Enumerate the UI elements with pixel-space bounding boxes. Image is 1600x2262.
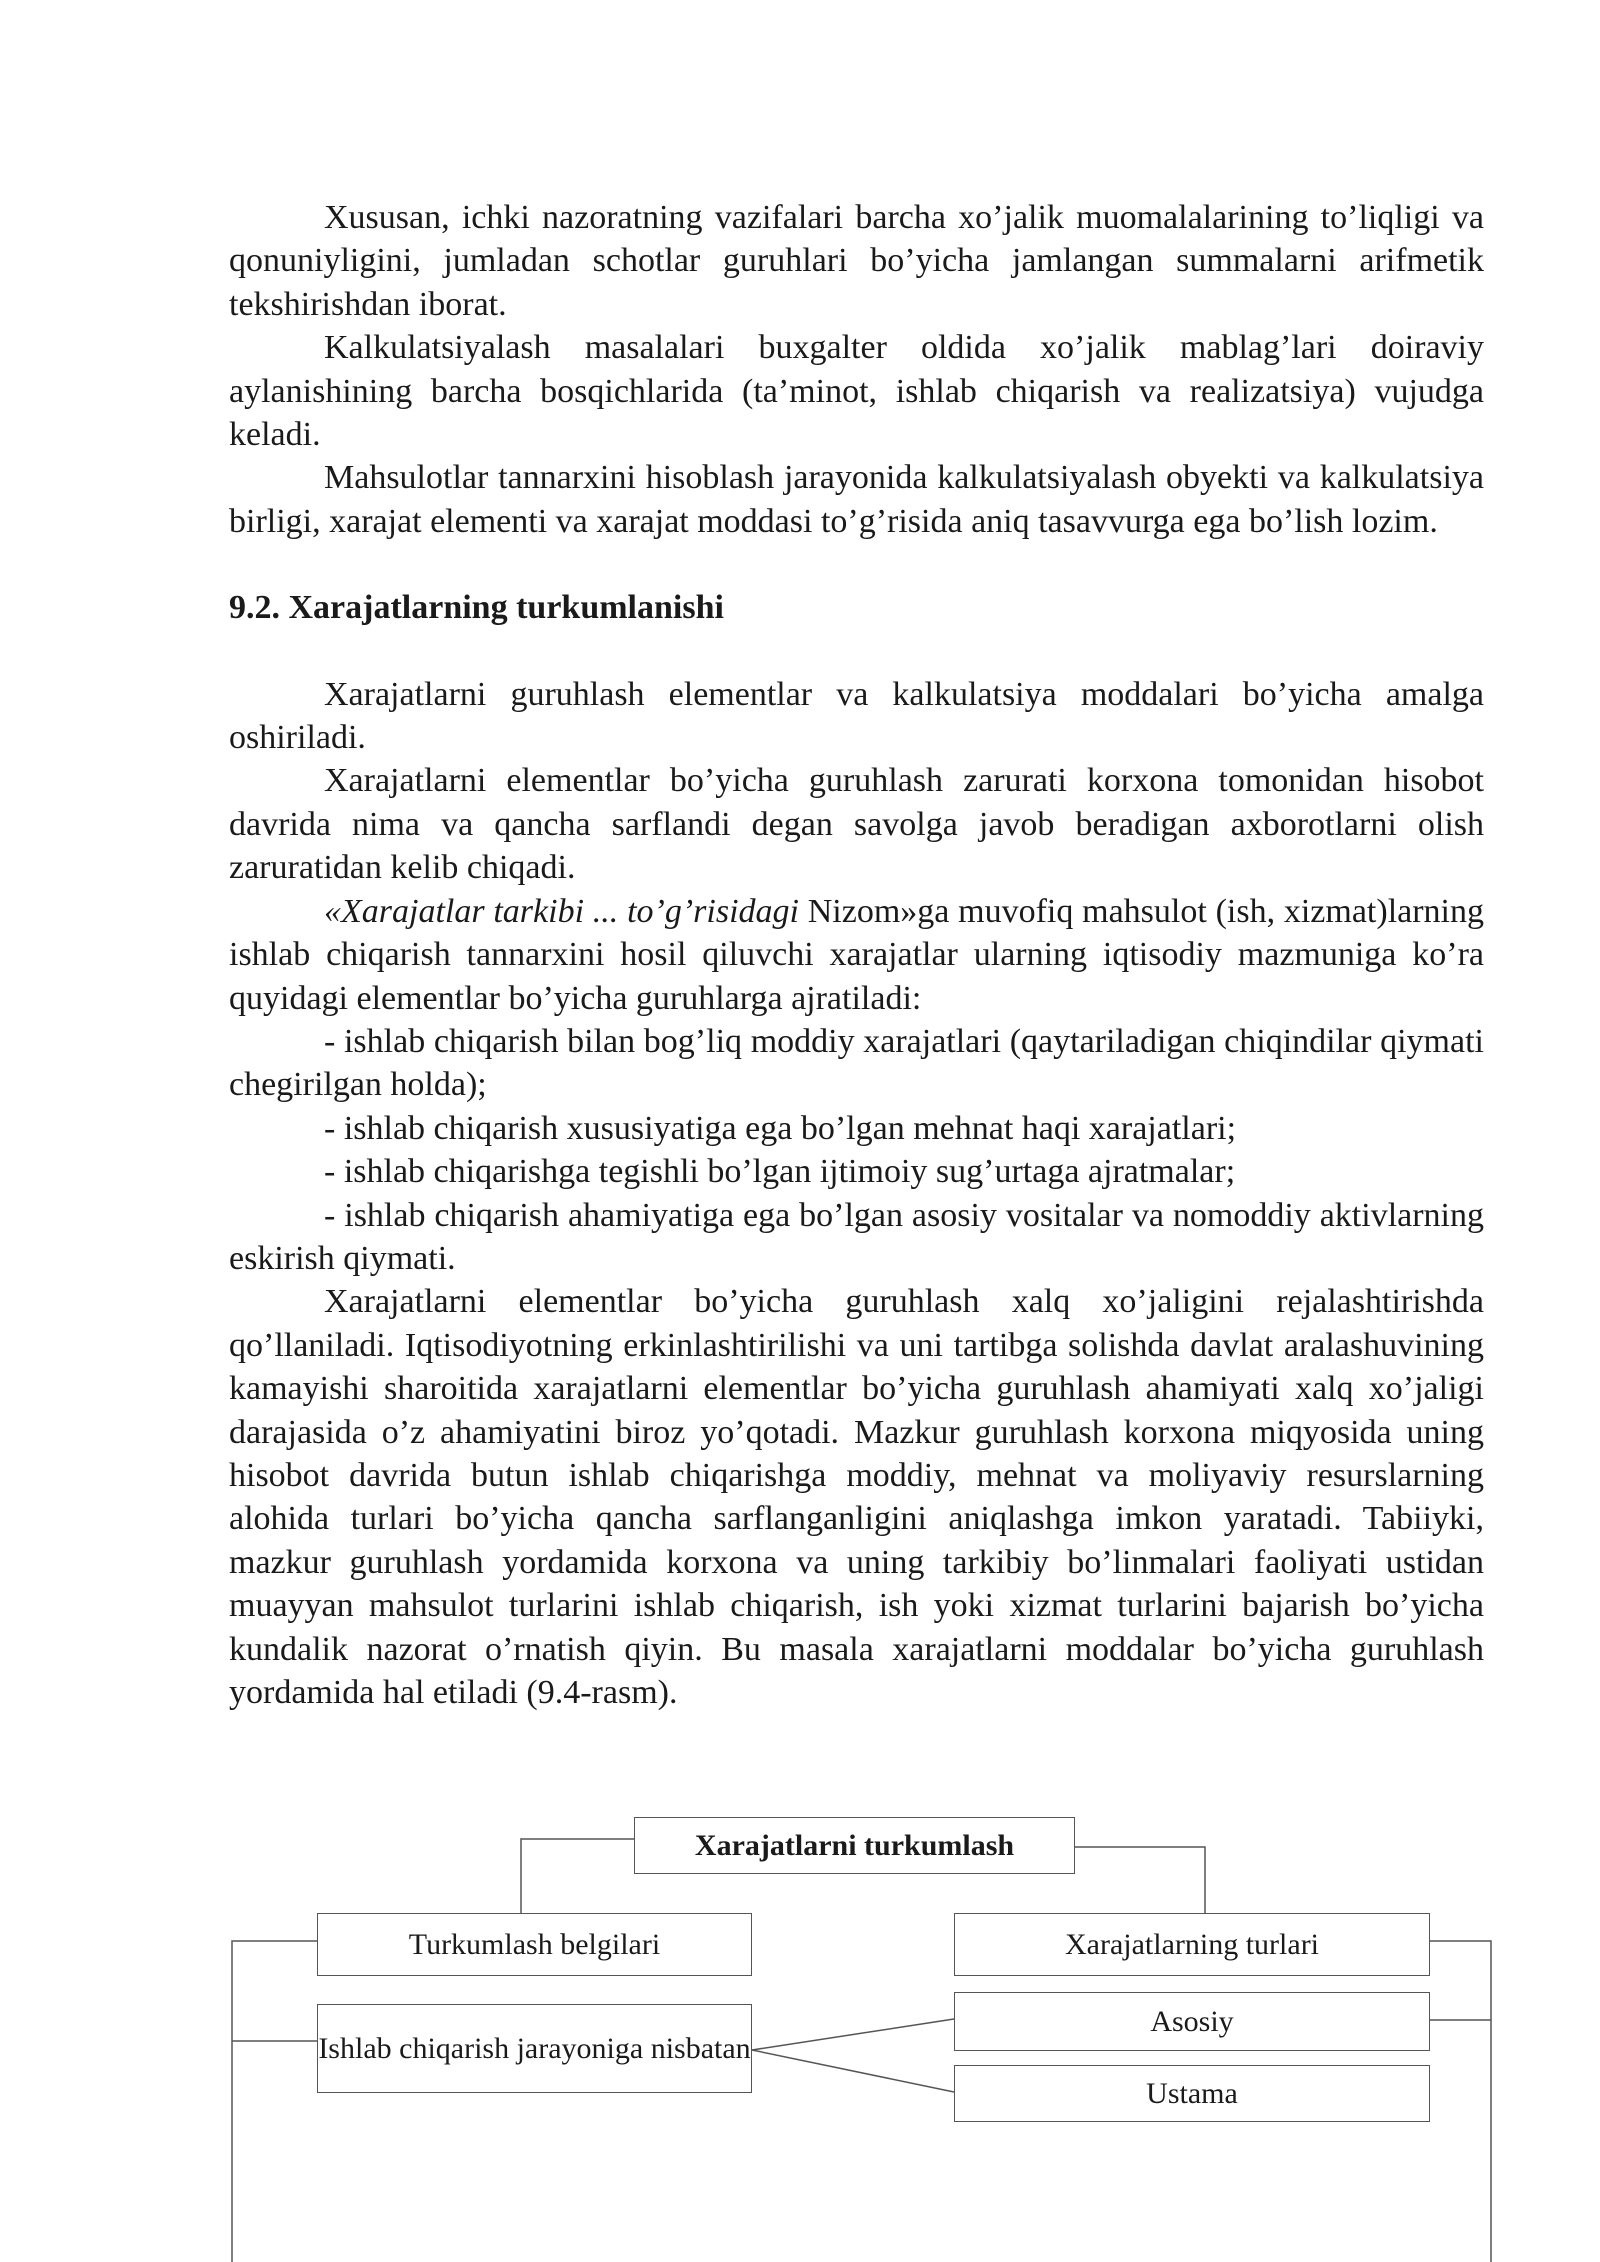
left-header-box: Turkumlash belgilari <box>317 1913 752 1976</box>
right-header-box: Xarajatlarning turlari <box>954 1913 1430 1976</box>
connector-right-bracket <box>1430 1941 1491 2262</box>
nizom-italic-text: «Xarajatlar tarkibi ... to’g’risidagi <box>324 892 799 930</box>
connector-criterion-asosiy <box>752 2019 954 2050</box>
list-item: - ishlab chiqarish ahamiyatiga ega bo’lgan asosiy vositalar va nomoddiy aktivlarning eskirish qiymati. <box>229 1196 1484 1277</box>
paragraph-calculation-tasks: Kalkulatsiyalash masalalari buxgalter oldida xo’jalik mablag’lari doiraviy aylanishining barcha bosqichlarida (ta’minot, ishlab chiqarish va realizatsiya) vujudga keladi. <box>229 329 1484 454</box>
diagram-root-box: Xarajatlarni turkumlash <box>634 1817 1075 1874</box>
list-item: - ishlab chiqarish bilan bog’liq moddiy xarajatlari (qaytariladigan chiqindilar qiymati chegirilgan holda); <box>229 1022 1484 1104</box>
list-item: - ishlab chiqarishga tegishli bo’lgan ijtimoiy sug’urtaga ajratmalar; <box>324 1153 1236 1191</box>
connector-root-left <box>521 1839 641 1913</box>
list-item: - ishlab chiqarish xususiyatiga ega bo’lgan mehnat haqi xarajatlari; <box>324 1109 1237 1147</box>
paragraph-final: Xarajatlarni elementlar bo’yicha guruhlash xalq xo’jaligini rejalashtirishda qo’llaniladi. Iqtisodiyotning erkinlashtirilishi va uni tartibga solishda davlat aralashuvining kamayishi sharoitida xarajatlarni elementlar bo’yicha guruhlash ahamiyati xalq xo’jaligi darajasida o’z ahamiyatini biroz yo’qotadi. Mazkur guruhlash korxona miqyosida uning hisobot davrida butun ishlab chiqarishga moddiy, mehnat va moliyaviy resurslarning alohida turlari bo’yicha qancha sarflanganligini aniqlashga imkon yaratadi. Tabiiyki, mazkur guruhlash yordamida korxona va uning tarkibiy bo’linmalari faoliyati ustidan muayyan mahsulot turlarini ishlab chiqarish, ish yoki xizmat turlarini bajarish bo’yicha kundalik nazorat o’rnatish qiyin. Bu masala xarajatlarni moddalar bo’yicha guruhlash yordamida hal etiladi (9.4-rasm). <box>229 1283 1484 1711</box>
paragraph-internal-control: Xususan, ichki nazoratning vazifalari barcha xo’jalik muomalalarining to’liqligi va qonuniyligini, jumladan schotlar guruhlari bo’yicha jamlangan summalarni arifmetik tekshirishdan iborat. <box>229 199 1484 323</box>
criterion-box: Ishlab chiqarish jarayoniga nisbatan <box>317 2004 752 2093</box>
connector-criterion-ustama <box>752 2050 954 2092</box>
connector-root-right <box>1075 1847 1205 1913</box>
nizom-rest-text: Nizom»ga muvofiq mahsulot (ish, xizmat)larning ishlab chiqarish tannarxini hosil qiluvchi xarajatlar ularning iqtisodiy mazmuniga ko’ra quyidagi elementlar bo’yicha guruhlarga ajratiladi: <box>229 892 1485 1017</box>
paragraph-nizom <box>229 890 1484 1020</box>
paragraph-grouping: Xarajatlarni guruhlash elementlar va kalkulatsiya moddalari bo’yicha amalga oshiriladi. <box>229 675 1484 757</box>
paragraph-necessity: Xarajatlarni elementlar bo’yicha guruhlash zarurati korxona tomonidan hisobot davrida nima va qancha sarflandi degan savolga javob beradigan axborotlarni olish zaruratidan kelib chiqadi. <box>229 762 1484 887</box>
paragraph-cost-objects: Mahsulotlar tannarxini hisoblash jarayonida kalkulatsiyalash obyekti va kalkulatsiya birligi, xarajat elementi va xarajat moddasi to’g’risida aniq tasavvurga ega bo’lish lozim. <box>229 459 1484 540</box>
body-text <box>229 196 1484 1714</box>
type-ustama-box: Ustama <box>954 2065 1430 2122</box>
section-title: 9.2. Xarajatlarning turkumlanishi <box>229 589 724 627</box>
type-asosiy-box: Asosiy <box>954 1992 1430 2051</box>
connector-left-bracket <box>232 1941 317 2262</box>
